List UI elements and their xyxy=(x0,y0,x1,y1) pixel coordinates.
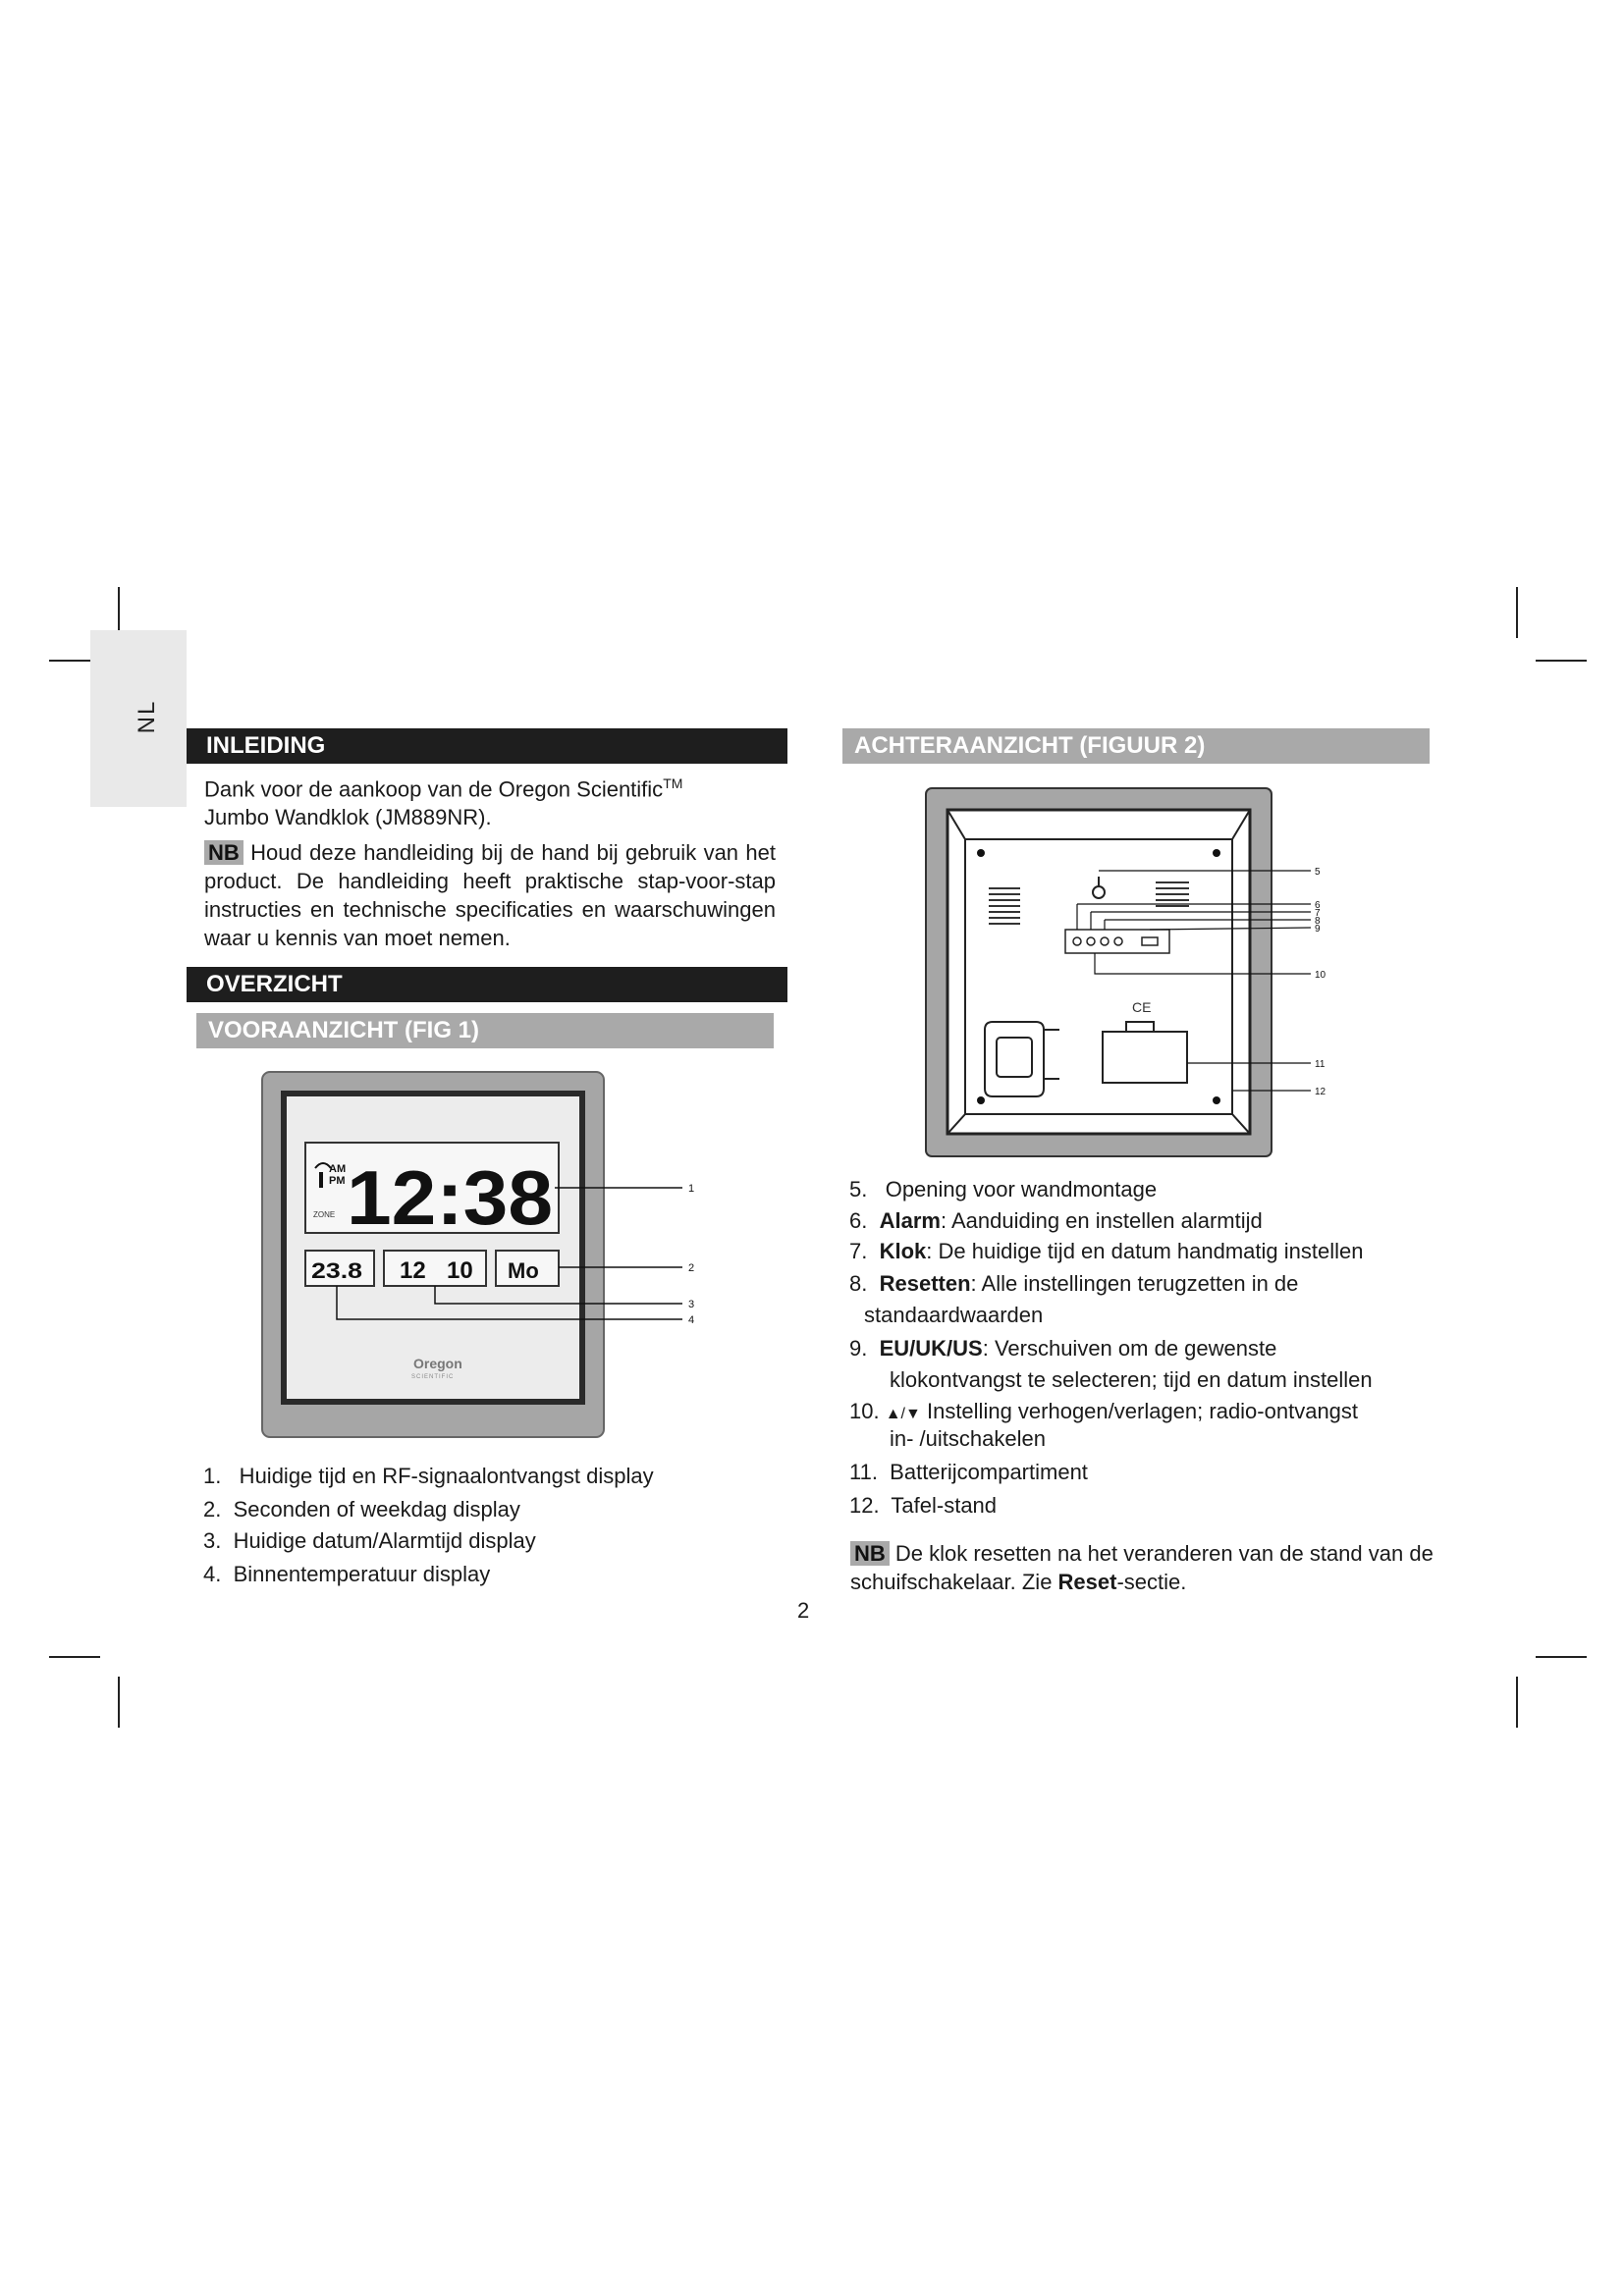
back-item-8 xyxy=(849,1270,1298,1298)
front-item-1: 1. Huidige tijd en RF-signaalontvangst display xyxy=(203,1464,654,1488)
intro-text-a: Dank voor de aankoop van de Oregon Scientific xyxy=(204,776,664,802)
callout-8: 8 xyxy=(1315,916,1321,927)
ce-mark: CE xyxy=(1132,999,1152,1015)
callout-2: 2 xyxy=(688,1262,695,1274)
back-item-12: 12. Tafel-stand xyxy=(849,1493,998,1518)
brand-logo: Oregon xyxy=(413,1356,462,1371)
item-7-term: Klok xyxy=(879,1239,927,1263)
callout-6: 6 xyxy=(1315,900,1321,911)
item-6-number: 6. xyxy=(849,1208,868,1233)
date-month-display: 10 xyxy=(447,1257,473,1284)
item-9-text: : Verschuiven om de gewenste xyxy=(982,1336,1277,1361)
up-down-arrow-icon: ▲/▼ xyxy=(885,1406,921,1422)
pm-indicator: PM xyxy=(329,1175,346,1187)
crop-mark-bottom-right-v xyxy=(1516,1677,1518,1728)
main-time-display: 12:38 xyxy=(347,1154,553,1241)
date-day-display: 12 xyxy=(400,1257,426,1284)
back-note-reset: Reset xyxy=(1057,1570,1117,1594)
callout-4: 4 xyxy=(688,1314,695,1326)
intro-paragraph xyxy=(204,770,774,831)
zone-indicator: ZONE xyxy=(313,1210,336,1219)
back-item-11: 11. Batterijcompartiment xyxy=(849,1460,1088,1484)
back-item-9 xyxy=(849,1335,1276,1362)
item-8-text: : Alle instellingen terugzetten in de xyxy=(970,1271,1299,1296)
crop-mark-top-right-v xyxy=(1516,587,1518,638)
callout-9: 9 xyxy=(1315,924,1321,934)
item-9-term: EU/UK/US xyxy=(879,1336,983,1361)
intro-heading: INLEIDING xyxy=(187,728,787,764)
vent-left xyxy=(989,888,1020,924)
callout-5: 5 xyxy=(1315,867,1321,878)
item-8-number: 8. xyxy=(849,1271,868,1296)
nb-badge: NB xyxy=(204,840,244,865)
back-item-9-cont: klokontvangst te selecteren; tijd en datum instellen xyxy=(890,1367,1373,1392)
callout-10: 10 xyxy=(1315,970,1326,981)
overview-heading: OVERZICHT xyxy=(187,967,787,1002)
item-6-term: Alarm xyxy=(879,1208,941,1233)
crop-mark-bottom-left-h xyxy=(49,1656,100,1658)
back-note-text-a: De klok resetten na het veranderen van de stand van de schuifschakelaar. Zie xyxy=(850,1541,1434,1594)
crop-mark-bottom-left-v xyxy=(118,1677,120,1728)
intro-text-b: Jumbo Wandklok (JM889NR). xyxy=(204,805,492,830)
intro-note xyxy=(204,838,776,952)
front-view-heading: VOORAANZICHT (FIG 1) xyxy=(196,1013,774,1048)
back-item-8-cont: standaardwaarden xyxy=(864,1303,1044,1327)
back-note xyxy=(850,1539,1455,1596)
brand-sub: SCIENTIFIC xyxy=(411,1374,455,1380)
front-item-3: 3. Huidige datum/Alarmtijd display xyxy=(203,1528,536,1553)
callout-1: 1 xyxy=(688,1183,695,1195)
callout-7: 7 xyxy=(1315,908,1321,919)
intro-note-text: Houd deze handleiding bij de hand bij gebruik van het product. De handleiding heeft praktische stap-voor-stap instructies en technische specificaties en waarschuwingen waar u kennis van moet nemen. xyxy=(204,840,776,950)
callout-3: 3 xyxy=(688,1299,695,1310)
am-indicator: AM xyxy=(329,1163,347,1175)
front-item-4: 4. Binnentemperatuur display xyxy=(203,1562,491,1586)
language-tab-label: NL xyxy=(134,699,160,734)
front-view-figure xyxy=(250,1062,712,1455)
callout-12: 12 xyxy=(1315,1087,1326,1097)
item-6-text: : Aanduiding en instellen alarmtijd xyxy=(940,1208,1263,1233)
item-5-text: Opening voor wandmontage xyxy=(885,1177,1158,1201)
crop-mark-top-right-h xyxy=(1536,660,1587,662)
back-item-10 xyxy=(849,1398,1358,1428)
back-item-6 xyxy=(849,1207,1263,1235)
item-7-number: 7. xyxy=(849,1239,868,1263)
trademark: TM xyxy=(663,775,683,791)
back-item-10-cont: in- /uitschakelen xyxy=(890,1426,1046,1451)
item-10-number: 10. xyxy=(849,1399,880,1423)
weekday-display: Mo xyxy=(508,1258,539,1283)
item-5-number: 5. xyxy=(849,1177,868,1201)
front-item-2: 2. Seconden of weekdag display xyxy=(203,1497,520,1522)
item-7-text: : De huidige tijd en datum handmatig instellen xyxy=(926,1239,1364,1263)
crop-mark-bottom-right-h xyxy=(1536,1656,1587,1658)
back-note-text-b: -sectie. xyxy=(1116,1570,1187,1594)
back-view-heading: ACHTERAANZICHT (FIGUUR 2) xyxy=(842,728,1430,764)
item-9-number: 9. xyxy=(849,1336,868,1361)
back-view-figure xyxy=(918,780,1350,1173)
callout-11: 11 xyxy=(1315,1059,1326,1070)
back-item-7 xyxy=(849,1238,1363,1265)
back-item-5 xyxy=(849,1176,1157,1203)
page-number: 2 xyxy=(797,1598,810,1623)
temperature-display: 23.8 xyxy=(311,1258,362,1283)
item-8-term: Resetten xyxy=(879,1271,971,1296)
item-10-text: Instelling verhogen/verlagen; radio-ontvangst xyxy=(926,1399,1359,1423)
nb-badge-right: NB xyxy=(850,1541,890,1566)
